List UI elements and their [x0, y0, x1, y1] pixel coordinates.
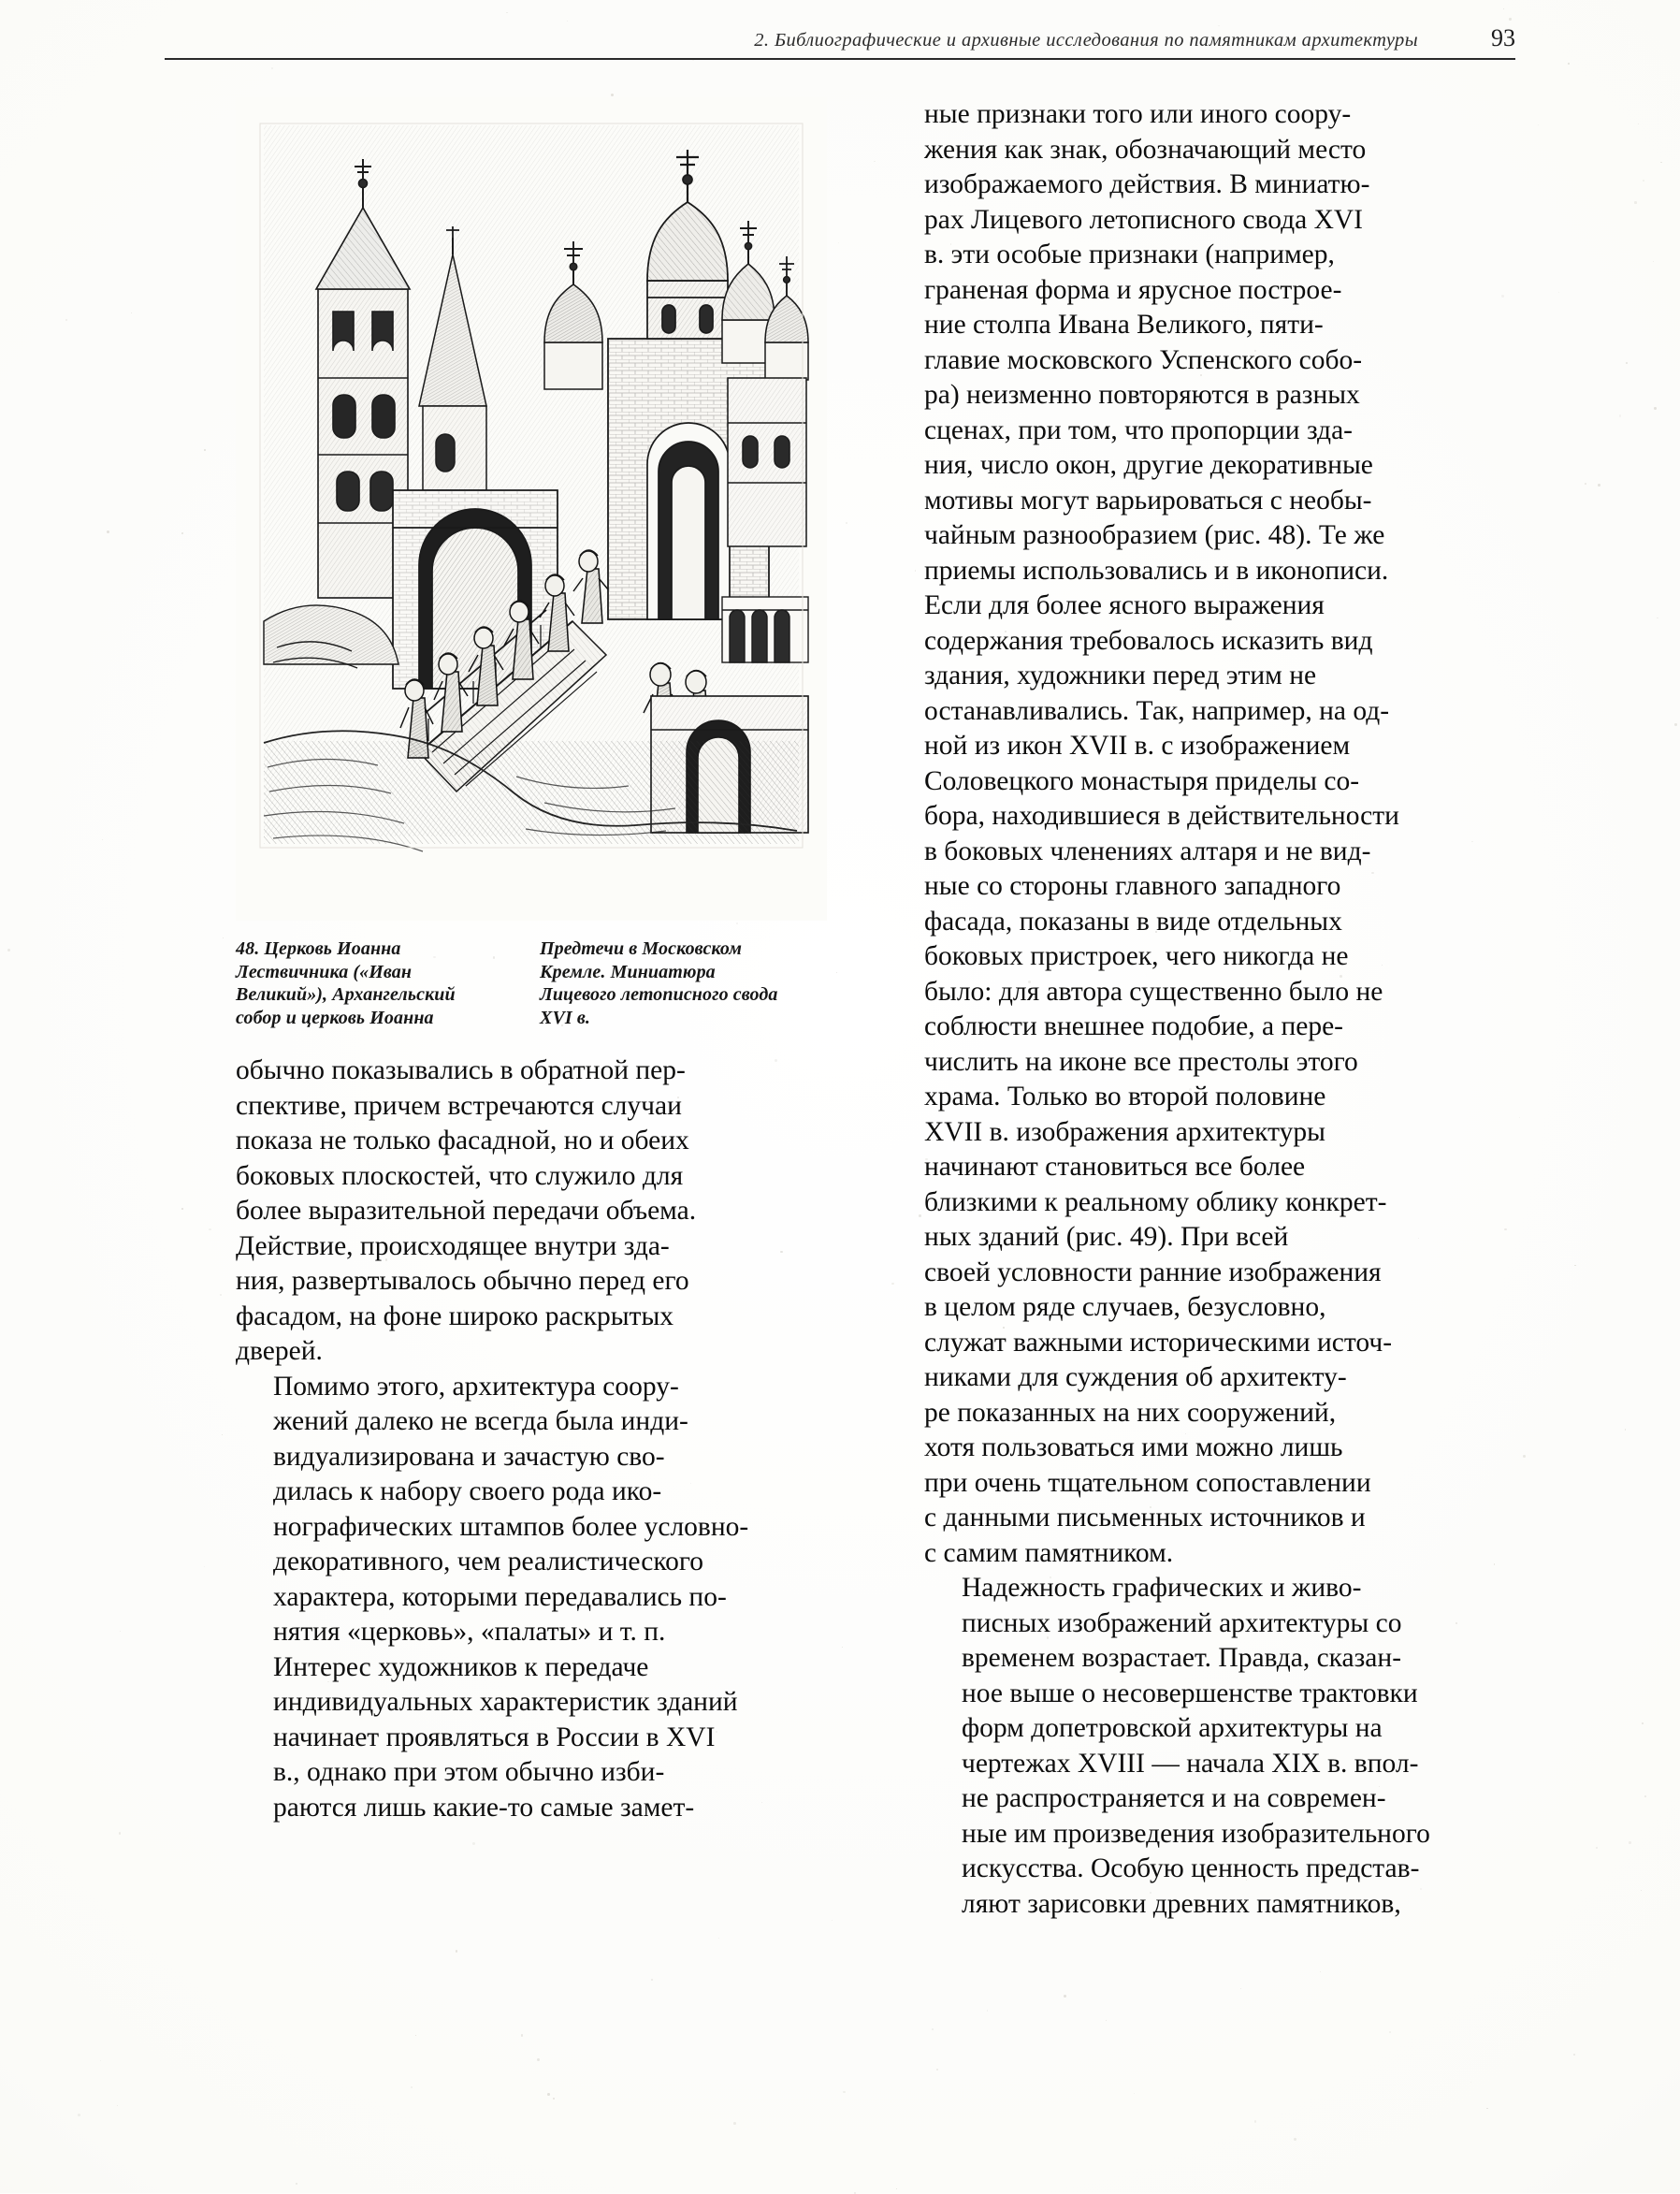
text-line: нографических штампов более условно- — [273, 1511, 749, 1542]
text-line: спективе, причем встречаются случаи — [236, 1090, 682, 1121]
text-line: чертежах XVIII — начала XIX в. впол- — [962, 1748, 1419, 1779]
text-line: обычно показывались в обратной пер- — [236, 1055, 686, 1085]
text-line: ные им произведения изобразительного — [962, 1818, 1430, 1849]
figure-caption-right — [540, 937, 827, 1029]
text-line: рах Лицевого летописного свода XVI — [924, 204, 1364, 235]
left-column — [236, 97, 827, 1825]
text-line: с данными письменных источников и — [924, 1503, 1366, 1533]
text-line: числить на иконе все престолы этого — [924, 1046, 1358, 1077]
text-line: хотя пользоваться ими можно лишь — [924, 1432, 1343, 1462]
text-line: писных изображений архитектуры со — [962, 1607, 1402, 1638]
text-line: своей условности ранние изображения — [924, 1257, 1382, 1287]
text-line: дверей. — [236, 1336, 323, 1366]
text-line: храма. Только во второй половине — [924, 1082, 1326, 1112]
text-line: ра) неизменно повторяются в разных — [924, 380, 1360, 410]
text-line: форм допетровской архитектуры на — [962, 1713, 1383, 1743]
text-line: ние столпа Ивана Великого, пяти- — [924, 310, 1324, 340]
text-line: было: для автора существенно было не — [924, 976, 1383, 1007]
text-line: декоративного, чем реалистического — [273, 1547, 704, 1576]
caption-line: Кремле. Миниатюра — [540, 961, 716, 982]
text-line: сценах, при том, что пропорции зда- — [924, 414, 1353, 445]
text-line: ре показанных на них сооружений, — [924, 1397, 1337, 1428]
paragraph — [924, 97, 1515, 1571]
figure-48 — [236, 97, 827, 1029]
text-line: Соловецкого монастыря приделы со- — [924, 765, 1360, 796]
text-line: здания, художники перед этим не — [924, 661, 1317, 690]
caption-line: Лествичника («Иван — [236, 961, 413, 982]
caption-line: Лицевого летописного свода — [540, 984, 778, 1005]
text-line: показа не только фасадной, но и обеих — [236, 1126, 689, 1155]
caption-line: собор и церковь Иоанна — [236, 1007, 434, 1028]
text-line: в., однако при этом обычно изби- — [273, 1757, 665, 1787]
text-line: с самим памятником. — [924, 1537, 1174, 1568]
caption-line: 48. Церковь Иоанна — [236, 938, 401, 959]
text-line: ляют зарисовки древних памятников, — [962, 1888, 1401, 1919]
text-line: Помимо этого, архитектура соору- — [273, 1371, 679, 1402]
text-line: временем возрастает. Правда, сказан- — [962, 1643, 1402, 1673]
text-line: соблюсти внешнее подобие, а пере- — [924, 1011, 1344, 1041]
text-line: близкими к реальному облику конкрет- — [924, 1186, 1387, 1217]
text-line: ния, развертывалось обычно перед его — [236, 1266, 689, 1296]
text-line: ния, число окон, другие декоративные — [924, 450, 1373, 480]
text-line: жений далеко не всегда была инди- — [273, 1406, 688, 1436]
text-line: фасада, показаны в виде отдельных — [924, 906, 1342, 937]
text-line: останавливались. Так, например, на од- — [924, 695, 1390, 726]
text-line: искусства. Особую ценность представ- — [962, 1853, 1420, 1883]
paragraph — [236, 1370, 827, 1650]
text-line: в боковых членениях алтаря и не вид- — [924, 835, 1371, 866]
header-rule — [165, 58, 1515, 60]
caption-line: Предтечи в Московском — [540, 938, 743, 959]
text-line: боковых плоскостей, что служило для — [236, 1160, 684, 1191]
text-line: ной из икон XVII в. с изображением — [924, 731, 1351, 761]
text-line: дилась к набору своего рода ико- — [273, 1476, 662, 1506]
figure-caption-left — [236, 937, 523, 1029]
text-line: в целом ряде случаев, безусловно, — [924, 1292, 1326, 1322]
text-line: ных зданий (рис. 49). При всей — [924, 1222, 1289, 1252]
right-column-body — [924, 97, 1515, 1922]
text-line: фасадом, на фоне широко раскрытых — [236, 1300, 674, 1331]
text-line: никами для суждения об архитекту- — [924, 1362, 1347, 1392]
text-line: служат важными историческими источ- — [924, 1327, 1393, 1358]
caption-line: Великий»), Архангельский — [236, 984, 456, 1005]
text-line: боковых пристроек, чего никогда не — [924, 941, 1349, 971]
text-line: мотивы могут варьироваться с необы- — [924, 485, 1372, 516]
text-line: при очень тщательном сопоставлении — [924, 1467, 1371, 1498]
text-line: раются лишь какие-то самые замет- — [273, 1792, 695, 1823]
running-header — [165, 24, 1515, 52]
text-line: главие московского Успенского собо- — [924, 344, 1363, 375]
text-line: Если для более ясного выражения — [924, 590, 1325, 620]
text-line: XVII в. изображения архитектуры — [924, 1116, 1325, 1147]
text-line: граненая форма и ярусное построе- — [924, 274, 1342, 305]
text-line: Действие, происходящее внутри зда- — [236, 1230, 670, 1261]
figure-caption — [236, 937, 827, 1029]
running-header-title: 2. Библиографические и архивные исследования по памятникам архитектуры — [754, 30, 1418, 51]
text-line: приемы использовались и в иконописи. — [924, 555, 1389, 586]
text-line: характера, которыми передавались по- — [273, 1581, 727, 1612]
caption-line: XVI в. — [540, 1007, 590, 1028]
paragraph — [236, 1053, 827, 1370]
text-line: начинают становиться все более — [924, 1152, 1306, 1182]
kremlin-miniature-engraving — [236, 97, 827, 921]
text-line: нятия «церковь», «палаты» и т. п. — [273, 1617, 666, 1647]
text-line: начинает проявляться в России в XVI — [273, 1722, 716, 1752]
paragraph — [236, 1650, 827, 1826]
text-line: Надежность графических и живо- — [962, 1573, 1362, 1603]
text-line: ные со стороны главного западного — [924, 871, 1341, 901]
page-number: 93 — [1491, 24, 1515, 51]
text-line: видуализирована и зачастую сво- — [273, 1441, 665, 1472]
text-line: ные признаки того или иного соору- — [924, 99, 1352, 129]
text-line: Интерес художников к передаче — [273, 1651, 649, 1682]
text-line: изображаемого действия. В миниатю- — [924, 169, 1370, 199]
text-line: более выразительной передачи объема. — [236, 1196, 697, 1226]
paragraph — [924, 1571, 1515, 1922]
left-column-body — [236, 1053, 827, 1825]
text-line: жения как знак, обозначающий место — [924, 134, 1367, 165]
text-line: содержания требовалось исказить вид — [924, 625, 1373, 656]
text-line: ное выше о несовершенстве трактовки — [962, 1678, 1418, 1708]
text-line: в. эти особые признаки (например, — [924, 240, 1335, 269]
text-line: не распространяется и на современ- — [962, 1783, 1386, 1813]
text-line: индивидуальных характеристик зданий — [273, 1687, 738, 1717]
right-column — [924, 97, 1515, 1922]
text-line: чайным разнообразием (рис. 48). Те же — [924, 520, 1385, 550]
text-line: бора, находившиеся в действительности — [924, 801, 1399, 831]
